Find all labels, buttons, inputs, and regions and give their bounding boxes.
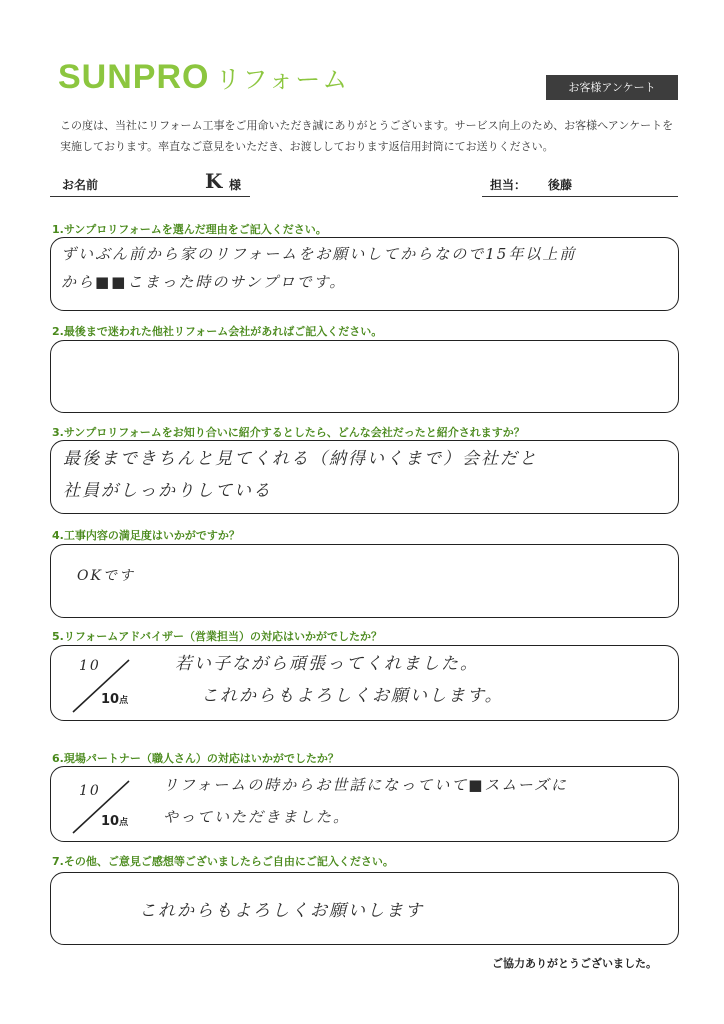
logo-sub: リフォーム (215, 66, 350, 94)
question-2-label: 2.最後まで迷われた他社リフォーム会社があればご記入ください。 (52, 325, 383, 338)
answer-5-line-1: 若い子ながら頑張ってくれました。 (175, 654, 479, 674)
score-6-max (101, 814, 128, 829)
answer-7-line-1: これからもよろしくお願いします (139, 901, 424, 921)
intro-text: この度は、当社にリフォーム工事をご用命いただき誠にありがとうございます。サービス向上のため、お客様へアンケートを実施しております。率直なご意見をいただき、お渡ししております返信用封筒にてお送りください。 (60, 119, 674, 153)
question-3-label: 3.サンプロリフォームをお知り合いに紹介するとしたら、どんな会社だったと紹介されますか？ (52, 426, 525, 439)
score-5-max-value: 10 (101, 692, 120, 707)
score-6-max-value: 10 (101, 814, 120, 829)
answer-4-line-1: OKです (77, 568, 135, 584)
name-underline (50, 196, 250, 197)
survey-tag: お客様アンケート (546, 75, 678, 100)
question-6-label: 6.現場パートナー（職人さん）の対応はいかがでしたか？ (52, 752, 339, 765)
answer-1-line-1: ずいぶん前から家のリフォームをお願いしてからなので15年以上前 (61, 245, 577, 263)
answer-box-2[interactable] (50, 340, 679, 413)
question-7-label: 7.その他、ご意見ご感想等ございましたらご自由にご記入ください。 (52, 855, 394, 868)
score-6-unit: 点 (119, 818, 129, 828)
company-logo (58, 58, 349, 97)
staff-value: 後藤 (548, 178, 573, 192)
question-1-label: 1.サンプロリフォームを選んだ理由をご記入ください。 (52, 223, 327, 236)
score-5-unit: 点 (119, 696, 129, 706)
question-5-label: 5.リフォームアドバイザー（営業担当）の対応はいかがでしたか？ (52, 630, 383, 643)
answer-box-1[interactable] (50, 237, 679, 311)
name-value: K (205, 169, 225, 193)
answer-6-line-1: リフォームの時からお世話になっていて■スムーズに (163, 776, 568, 794)
name-label: お名前 (62, 178, 99, 192)
score-5-written: 10 (79, 658, 101, 674)
thank-you-footer: ご協力ありがとうございました。 (492, 957, 657, 970)
score-5-max (101, 692, 128, 707)
answer-1-line-2: から■■こまった時のサンプロです。 (61, 273, 347, 291)
score-6-written: 10 (79, 783, 101, 799)
answer-5-line-2: これからもよろしくお願いします。 (201, 686, 504, 706)
answer-box-6[interactable] (50, 766, 679, 842)
answer-6-line-2: やっていただきました。 (163, 808, 351, 826)
logo-main: SUNPRO (58, 58, 210, 96)
answer-box-3[interactable] (50, 440, 679, 514)
answer-box-4[interactable] (50, 544, 679, 618)
name-suffix: 様 (229, 178, 242, 192)
staff-underline (482, 196, 678, 197)
answer-box-7[interactable] (50, 872, 679, 945)
answer-3-line-1: 最後まできちんと見てくれる（納得いくまで）会社だと (63, 449, 538, 469)
answer-box-5[interactable] (50, 645, 679, 721)
answer-3-line-2: 社員がしっかりしている (63, 481, 272, 501)
staff-label: 担当： (490, 178, 527, 192)
question-4-label: 4.工事内容の満足度はいかがですか？ (52, 529, 240, 542)
